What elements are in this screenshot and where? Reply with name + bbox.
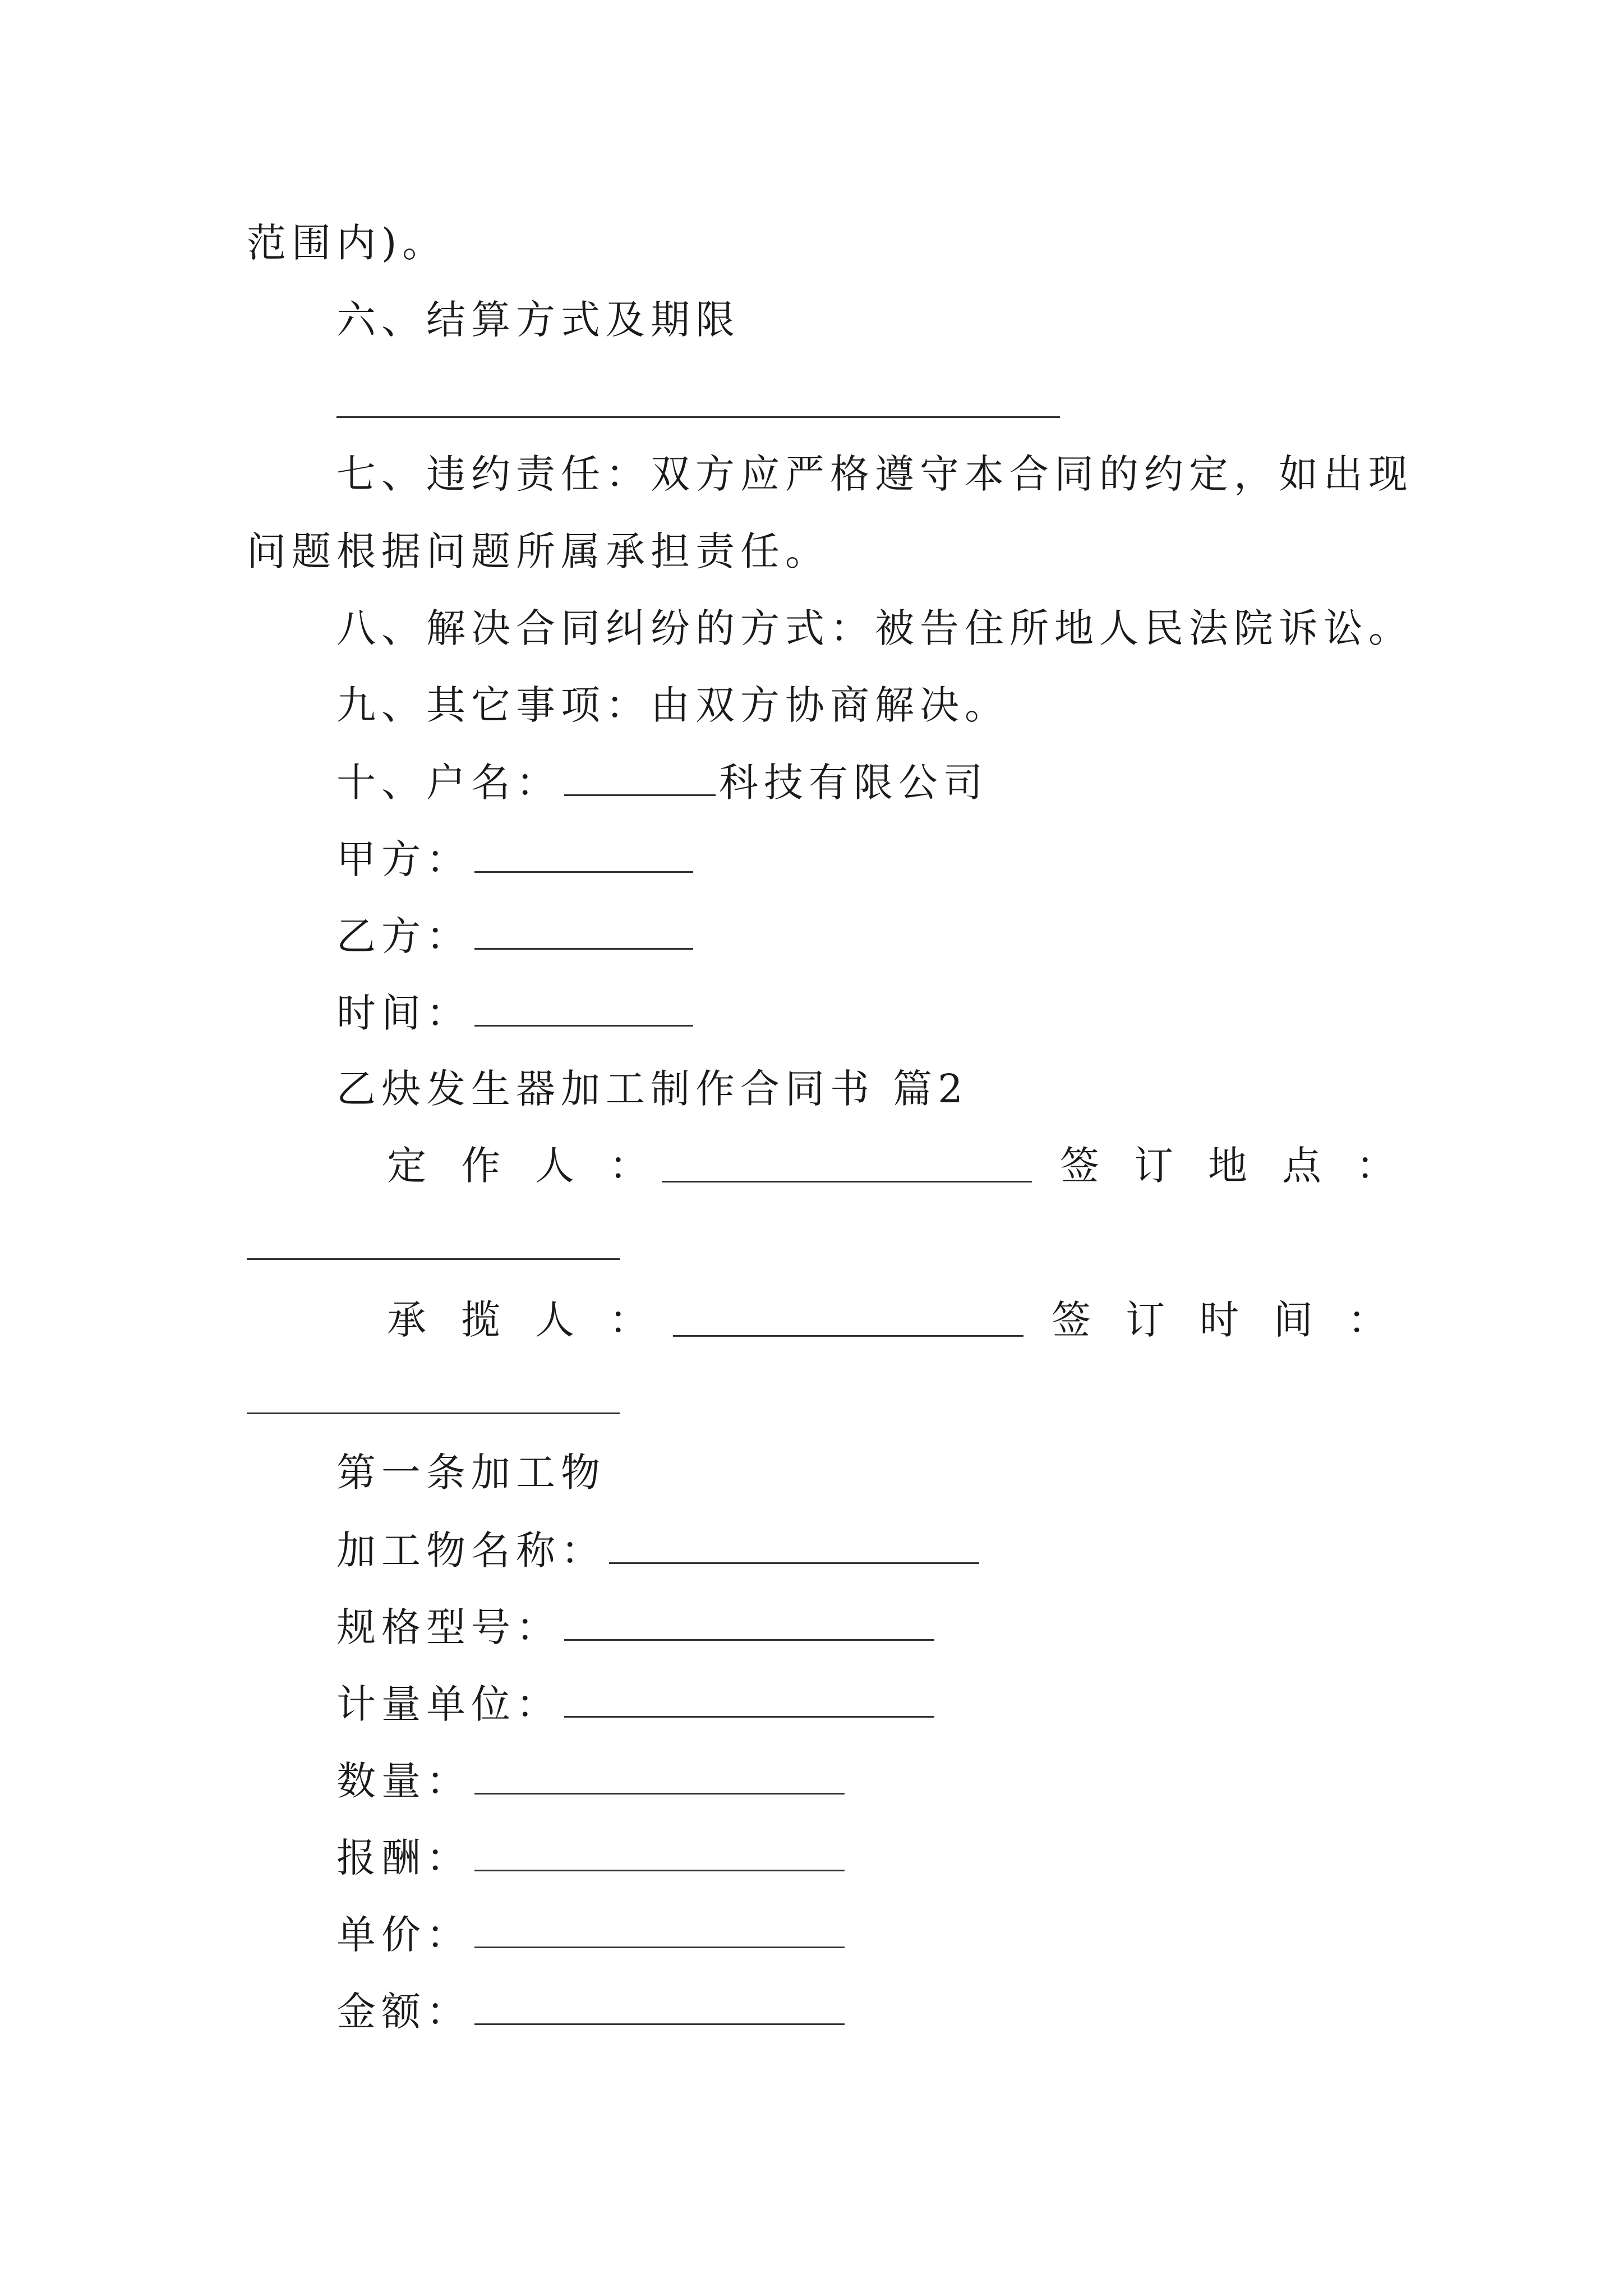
unit-blank	[564, 1683, 934, 1718]
item-name-blank	[609, 1530, 979, 1564]
party-a-label: 甲方：	[336, 836, 471, 882]
party-b-blank	[474, 915, 693, 950]
unit-price-line	[336, 1912, 848, 1958]
payment-label: 报酬：	[336, 1835, 471, 1881]
section-seven: 七、违约责任：双方应严格遵守本合同的约定，如出现	[336, 451, 1413, 497]
section-nine: 九、其它事项：由双方协商解决。	[336, 682, 1009, 728]
section-six-heading: 六、结算方式及期限	[336, 297, 740, 343]
spec-blank	[564, 1607, 934, 1641]
quantity-blank	[474, 1760, 845, 1795]
section-ten	[336, 760, 988, 806]
sign-place-label: 签订地点：	[1060, 1143, 1430, 1189]
party-a-blank	[474, 839, 693, 873]
payment-line	[336, 1835, 848, 1881]
unit-price-blank	[474, 1914, 845, 1948]
date-line	[336, 990, 697, 1036]
item-name-label: 加工物名称：	[336, 1527, 606, 1573]
amount-blank	[474, 1991, 845, 2025]
date-label: 时间：	[336, 990, 471, 1036]
contractor-label: 定作人：	[387, 1143, 683, 1189]
account-blank	[564, 762, 716, 796]
blank-line	[336, 416, 1060, 418]
account-label: 十、户名：	[336, 760, 561, 806]
unit-line	[336, 1681, 938, 1727]
amount-line	[336, 1989, 848, 2035]
section-eight: 八、解决合同纠纷的方式：被告住所地人民法院诉讼。	[336, 605, 1413, 651]
processor-blank	[673, 1335, 1023, 1337]
party-a-line	[336, 836, 697, 882]
section-seven-cont: 问题根据问题所属承担责任。	[247, 528, 830, 574]
sign-time-label: 签订时间：	[1052, 1297, 1422, 1343]
party-b-line	[336, 913, 697, 959]
payment-blank	[474, 1837, 845, 1871]
quantity-line	[336, 1758, 848, 1804]
sign-place-blank	[247, 1258, 620, 1260]
spec-line	[336, 1604, 938, 1650]
unit-price-label: 单价：	[336, 1912, 471, 1958]
party-b-label: 乙方：	[336, 913, 471, 959]
contractor-blank	[662, 1181, 1032, 1182]
spec-label: 规格型号：	[336, 1604, 561, 1650]
text-line: 范围内)。	[247, 220, 448, 266]
account-suffix: 科技有限公司	[719, 760, 988, 806]
article-one-heading: 第一条加工物	[336, 1450, 606, 1496]
contract-title: 乙炔发生器加工制作合同书 篇2	[336, 1066, 969, 1112]
unit-label: 计量单位：	[336, 1681, 561, 1727]
quantity-label: 数量：	[336, 1758, 471, 1804]
sign-time-blank	[247, 1412, 620, 1414]
date-blank	[474, 992, 693, 1027]
amount-label: 金额：	[336, 1989, 471, 2035]
processor-label: 承揽人：	[387, 1297, 683, 1343]
item-name-line	[336, 1527, 983, 1573]
